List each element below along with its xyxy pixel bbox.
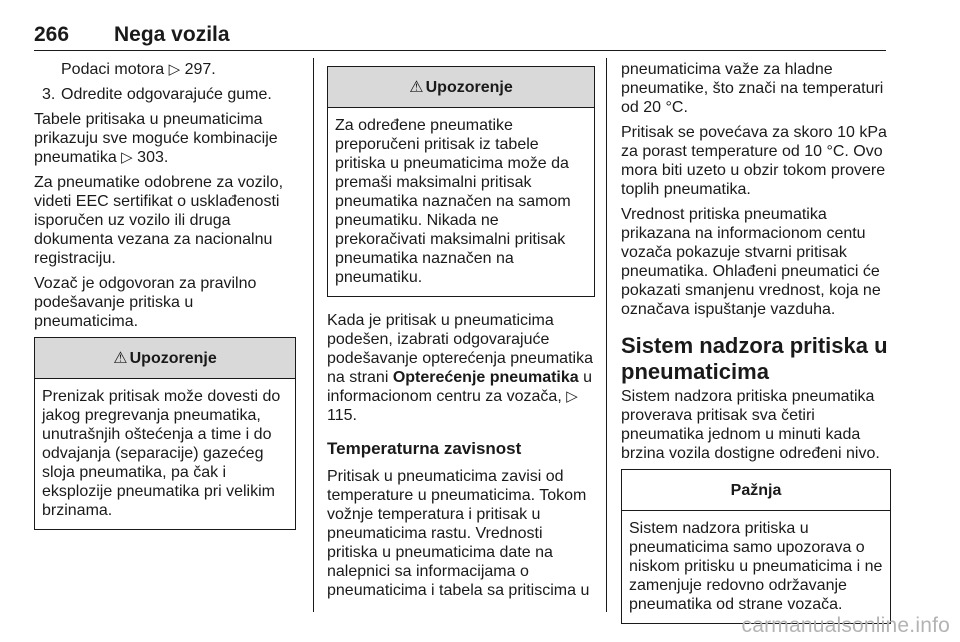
step-3: 3. Odredite odgovarajuće gume. xyxy=(42,86,272,103)
reference-triangle-icon: ▷ xyxy=(566,388,578,405)
page-link[interactable]: 303. xyxy=(137,149,169,166)
paragraph-cold-tyres: pneumaticima važe za hladne pneumatike, što znači na temperaturi od 20 °C. xyxy=(621,61,884,116)
column-divider-1 xyxy=(313,58,314,612)
warning-triangle-icon: ⚠ xyxy=(409,78,424,96)
paragraph-pressure-rise: Pritisak se povećava za skoro 10 kPa za porast temperature od 10 °C. Ovo mora biti uzeto u obzir tokom provere toplih pneumatika. xyxy=(621,124,887,198)
warning-header: ⚠ Upozorenje xyxy=(328,67,594,108)
page-link[interactable]: 297. xyxy=(184,61,216,78)
menu-term: Opterećenje pneumatika xyxy=(392,369,579,386)
watermark: carmanualsonline.info xyxy=(741,614,950,637)
page-number: 266 xyxy=(34,23,70,46)
paragraph-driver: Vozač je odgovoran za pravilno podešavanje pritiska u pneumaticima. xyxy=(34,275,257,330)
warning-header: ⚠ Upozorenje xyxy=(35,338,295,379)
warning-body: Za određene pneumatike preporučeni pritisak iz tabele pritiska u pneumaticima može da premaši maksimalni pritisak pneumatika naznačen na samom pneumatiku. Nikada ne prekoračivati maksimalni pritisak pneumatika naznačen na pneumatiku. xyxy=(335,117,571,286)
page-link[interactable]: 115. xyxy=(327,407,357,424)
notice-body: Sistem nadzora pritiska u pneumaticima samo upozorava o niskom pritisku u pneumaticima i ne zamenjuje redovno održavanje pneumatika od strane vozača. xyxy=(629,520,883,613)
column-3 xyxy=(621,60,891,638)
paragraph-load: Kada je pritisak u pneumaticima podešen, izabrati odgovarajuće podešavanje opterećenja pneumatika na strani Opterećenje pneumatika u informacionom centru za vozača, ▷ 115. xyxy=(327,312,593,424)
page-header xyxy=(34,22,886,51)
paragraph-tpms: Sistem nadzora pritiska pneumatika proverava pritisak sva četiri pneumatika jednom u minuti kada brzina vozila dostigne određeni nivo. xyxy=(621,388,880,462)
notice-box xyxy=(621,469,891,624)
notice-header: Pažnja xyxy=(622,470,890,511)
warning-box xyxy=(327,66,595,297)
paragraph-eec: Za pneumatike odobrene za vozilo, videti EEC sertifikat o usklađenosti isporučen uz vozilo ili druga dokumenta vezana za nacionalnu registraciju. xyxy=(34,174,284,267)
section-heading-temperature: Temperaturna zavisnost xyxy=(327,439,522,458)
reference-triangle-icon: ▷ xyxy=(121,149,133,166)
engine-data-ref: Podaci motora ▷ 297. xyxy=(61,61,216,78)
section-heading-tpms: Sistem nadzora pritiska u pneumaticima xyxy=(621,333,888,384)
reference-triangle-icon: ▷ xyxy=(168,61,181,78)
page-title: Nega vozila xyxy=(114,23,230,46)
paragraph-displayed-value: Vrednost pritiska pneumatika prikazana na informacionom centu vozača pokazuje stvarni pritisak pneumatika. Ohlađeni pneumatici će pokazati smanjenu vrednost, koja ne označava ispuštanje vazduha. xyxy=(621,206,881,318)
column-2 xyxy=(327,60,595,606)
paragraph-tables: Tabele pritisaka u pneumaticima prikazuju sve moguće kombinacije pneumatika ▷ 303. xyxy=(34,111,278,166)
column-divider-2 xyxy=(606,58,607,612)
warning-body: Prenizak pritisak može dovesti do jakog pregrevanja pneumatika, unutrašnjih oštećenja a time i do odvajanja (separacije) gazećeg sloja pneumatika, pa čak i eksplozije pneumatika pri velikim brzinama. xyxy=(42,388,281,519)
column-1 xyxy=(34,60,296,544)
warning-box xyxy=(34,337,296,530)
warning-triangle-icon: ⚠ xyxy=(113,349,128,367)
paragraph-temperature: Pritisak u pneumaticima zavisi od temperature u pneumaticima. Tokom vožnje temperatura i pritisak u pneumaticima rastu. Vrednosti pritiska u pneumaticima date na nalepnici sa informacijama o pneumaticima i tabela sa pritiscima u xyxy=(327,468,590,599)
